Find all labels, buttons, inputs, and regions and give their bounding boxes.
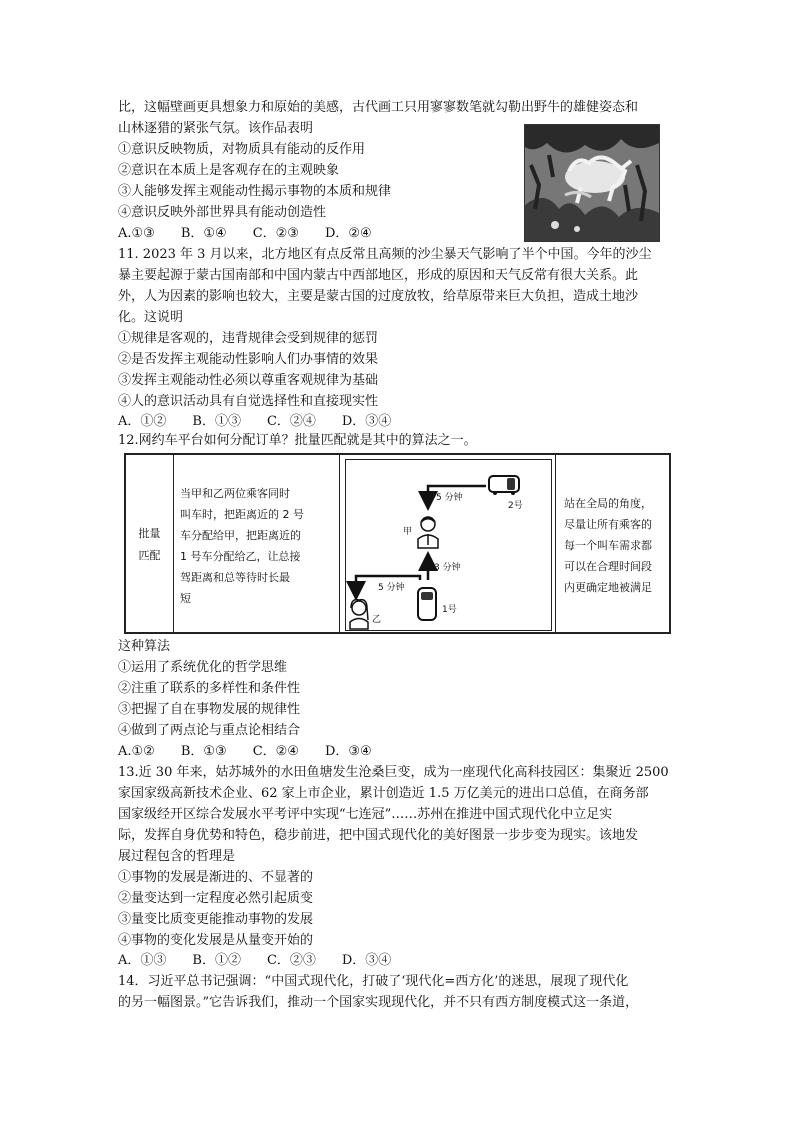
- table-description: 当甲和乙两位乘客同时 叫车时，把距离近的 2 号 车分配给甲，把距离近的 1 号车分配给乙，让总接 驾距离和总等待时长最 短: [180, 487, 304, 605]
- q11-line-2: 暴主要起源于蒙古国南部和中国内蒙古中西部地区，形成的原因和天气反常有很大关系。此: [118, 268, 639, 283]
- table-label-cell: [126, 455, 174, 632]
- q13-line-1: 13.近 30 年来，姑苏城外的水田鱼塘发生沧桑巨变，成为一座现代化高科技园区：集聚近 2500: [118, 765, 669, 780]
- cave-painting-image: [524, 124, 660, 242]
- q11-line-3: 外，人为因素的影响也较大，主要是蒙古国的过度放牧，给草原带来巨大负担，造成土地沙: [118, 289, 639, 304]
- q11-choices: A．①② B．①③ C．②④ D．③④: [118, 414, 392, 429]
- q11-option-2: ②是否发挥主观能动性影响人们办事情的效果: [118, 352, 379, 367]
- q12-option-3: ③把握了自在事物发展的规律性: [118, 702, 301, 717]
- q11-line-4: 化。这说明: [118, 310, 184, 325]
- q13-option-2: ②量变达到一定程度必然引起质变: [118, 891, 314, 906]
- q13-line-5: 展过程包含的哲理是: [118, 849, 236, 864]
- passenger-b-icon: [348, 598, 370, 630]
- q12-option-4: ④做到了两点论与重点论相结合: [118, 723, 301, 738]
- q12-stem: 12.网约车平台如何分配订单？批量匹配就是其中的算法之一。: [118, 433, 477, 448]
- car-1-icon: [416, 586, 438, 622]
- passenger-b-label: 乙: [372, 615, 382, 625]
- dispatch-diagram: [345, 459, 552, 631]
- q12-option-1: ①运用了系统优化的哲学思维: [118, 660, 288, 675]
- q12-option-2: ②注重了联系的多样性和条件性: [118, 681, 301, 696]
- q14-line-1: 14．习近平总书记强调：“中国式现代化，打破了‘现代化=西方化’的迷思，展现了现代化: [118, 974, 629, 989]
- q13-line-2: 家国家级高新技术企业、62 家上市企业，累计创造近 1.5 万亿美元的进出口总值，在商务部: [118, 786, 649, 801]
- q10-line-2: 山林逐猎的紧张气氛。该作品表明: [118, 121, 314, 136]
- q14-line-2: 的另一幅图景。”它告诉我们，推动一个国家实现现代化，并不只有西方制度模式这一条道，: [118, 995, 639, 1010]
- q10-line-1: 比，这幅壁画更具想象力和原始的美感，古代画工只用寥寥数笔就勾勒出野牛的雄健姿态和: [118, 100, 639, 115]
- q13-option-1: ①事物的发展是渐进的、不显著的: [118, 870, 314, 885]
- q10-option-3: ③人能够发挥主观能动性揭示事物的本质和规律: [118, 184, 392, 199]
- table-description-cell: [174, 455, 340, 632]
- batch-matching-table: [124, 453, 671, 634]
- q13-line-3: 国家级经开区综合发展水平考评中实现“七连冠”……苏州在推进中国式现代化中立足实: [118, 807, 613, 822]
- car-2-icon: [487, 473, 521, 495]
- time-bottom-label: 5 分钟: [378, 583, 405, 593]
- passenger-a-label: 甲: [403, 527, 413, 537]
- q10-option-1: ①意识反映物质，对物质具有能动的反作用: [118, 142, 366, 157]
- q11-option-3: ③发挥主观能动性必须以尊重客观规律为基础: [118, 373, 379, 388]
- time-top-label: 5 分钟: [436, 493, 463, 503]
- table-label: 批量 匹配: [138, 527, 161, 562]
- q13-choices: A．①③ B．①② C．②③ D．③④: [118, 953, 392, 968]
- table-diagram-cell: [340, 455, 556, 632]
- q12-prompt: 这种算法: [118, 639, 171, 654]
- q13-option-4: ④事物的变化发展是从量变开始的: [118, 933, 314, 948]
- time-mid-label: 3 分钟: [434, 563, 461, 573]
- q11-option-4: ④人的意识活动具有自觉选择性和直接现实性: [118, 394, 379, 409]
- car-2-label: 2号: [508, 501, 523, 511]
- q13-option-3: ③量变比质变更能推动事物的发展: [118, 912, 314, 927]
- table-result-cell: [556, 455, 673, 632]
- table-result: 站在全局的角度， 尽量让所有乘客的 每一个叫车需求都 可以在合理时间段 内更确定地被满足: [564, 497, 652, 594]
- q13-line-4: 际，发挥自身优势和特色，稳步前进，把中国式现代化的美好图景一步步变为现实。该地发: [118, 828, 639, 843]
- q11-option-1: ①规律是客观的，违背规律会受到规律的惩罚: [118, 331, 379, 346]
- car-1-label: 1号: [442, 605, 457, 615]
- q10-option-4: ④意识反映外部世界具有能动创造性: [118, 205, 327, 220]
- q10-choices: A.①③ B．①④ C．②③ D．②④: [118, 226, 372, 241]
- q10-option-2: ②意识在本质上是客观存在的主观映象: [118, 163, 340, 178]
- q12-choices: A.①② B．①③ C．②④ D．③④: [118, 744, 372, 759]
- passenger-a-icon: [417, 515, 439, 549]
- q11-line-1: 11. 2023 年 3 月以来，北方地区有点反常且高频的沙尘暴天气影响了半个中国。今年的沙尘: [118, 247, 652, 262]
